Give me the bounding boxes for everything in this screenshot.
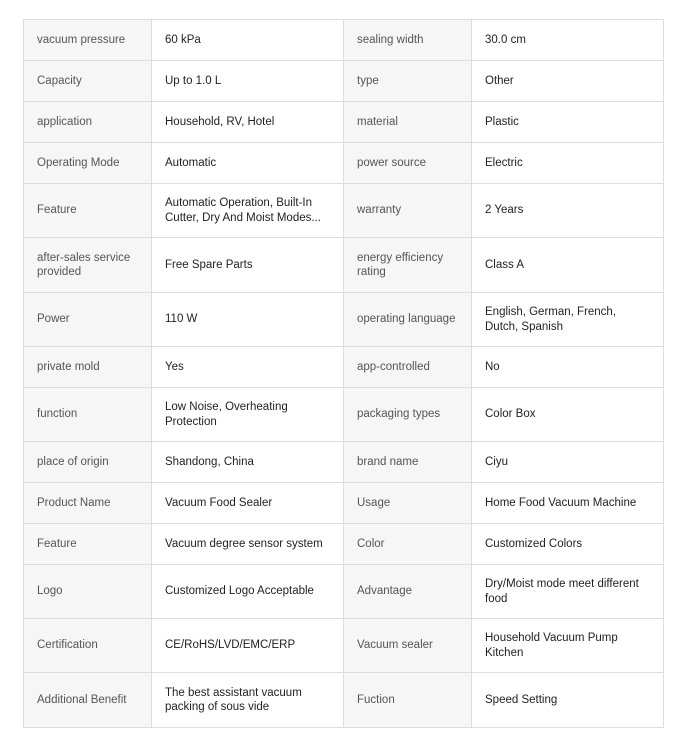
- spec-value: No: [472, 347, 664, 388]
- spec-label: Certification: [24, 619, 152, 673]
- spec-value: [152, 184, 344, 238]
- table-row: [24, 238, 664, 293]
- product-spec-table: [23, 19, 664, 728]
- spec-label: vacuum pressure: [24, 20, 152, 61]
- spec-value: 110 W: [152, 293, 344, 347]
- table-row: [24, 673, 664, 728]
- spec-label: private mold: [24, 347, 152, 388]
- spec-label: Operating Mode: [24, 143, 152, 184]
- table-row: [24, 102, 664, 143]
- spec-label: packaging types: [344, 388, 472, 442]
- spec-value: Class A: [472, 238, 664, 293]
- spec-label: application: [24, 102, 152, 143]
- spec-value: 2 Years: [472, 184, 664, 238]
- spec-label: after-sales service provided: [24, 238, 152, 293]
- spec-label: Usage: [344, 483, 472, 524]
- spec-value: The best assistant vacuum packing of sous vide: [152, 673, 344, 728]
- spec-value: English, German, French, Dutch, Spanish: [472, 293, 664, 347]
- spec-value: 30.0 cm: [472, 20, 664, 61]
- table-row: [24, 565, 664, 619]
- spec-label: Power: [24, 293, 152, 347]
- spec-value: Home Food Vacuum Machine: [472, 483, 664, 524]
- table-row: [24, 143, 664, 184]
- spec-value: Yes: [152, 347, 344, 388]
- spec-label: Feature: [24, 184, 152, 238]
- spec-label: app-controlled: [344, 347, 472, 388]
- table-row: [24, 184, 664, 238]
- spec-value: Speed Setting: [472, 673, 664, 728]
- spec-value: Household Vacuum Pump Kitchen: [472, 619, 664, 673]
- spec-value: 60 kPa: [152, 20, 344, 61]
- spec-value: Dry/Moist mode meet different food: [472, 565, 664, 619]
- table-row: [24, 293, 664, 347]
- spec-label: Advantage: [344, 565, 472, 619]
- spec-label: sealing width: [344, 20, 472, 61]
- table-row: [24, 388, 664, 442]
- spec-label: Color: [344, 524, 472, 565]
- spec-label: warranty: [344, 184, 472, 238]
- spec-label: power source: [344, 143, 472, 184]
- spec-label: Logo: [24, 565, 152, 619]
- spec-value: Ciyu: [472, 442, 664, 483]
- spec-label: brand name: [344, 442, 472, 483]
- spec-label: Additional Benefit: [24, 673, 152, 728]
- table-row: [24, 483, 664, 524]
- spec-label: Vacuum sealer: [344, 619, 472, 673]
- spec-value: Plastic: [472, 102, 664, 143]
- table-row: [24, 347, 664, 388]
- spec-value: Vacuum degree sensor system: [152, 524, 344, 565]
- spec-value: Automatic: [152, 143, 344, 184]
- spec-value: Customized Logo Acceptable: [152, 565, 344, 619]
- spec-value: Electric: [472, 143, 664, 184]
- spec-value: CE/RoHS/LVD/EMC/ERP: [152, 619, 344, 673]
- spec-value: Customized Colors: [472, 524, 664, 565]
- table-row: [24, 524, 664, 565]
- spec-value: Household, RV, Hotel: [152, 102, 344, 143]
- spec-label: Capacity: [24, 61, 152, 102]
- spec-value: Up to 1.0 L: [152, 61, 344, 102]
- spec-value: Low Noise, Overheating Protection: [152, 388, 344, 442]
- table-row: [24, 20, 664, 61]
- spec-label: Fuction: [344, 673, 472, 728]
- spec-label: function: [24, 388, 152, 442]
- spec-value: Color Box: [472, 388, 664, 442]
- spec-label: place of origin: [24, 442, 152, 483]
- spec-value: Shandong, China: [152, 442, 344, 483]
- table-row: [24, 442, 664, 483]
- spec-label: type: [344, 61, 472, 102]
- spec-label: Feature: [24, 524, 152, 565]
- table-row: [24, 61, 664, 102]
- spec-label: operating language: [344, 293, 472, 347]
- spec-value: Free Spare Parts: [152, 238, 344, 293]
- spec-value: Vacuum Food Sealer: [152, 483, 344, 524]
- table-row: [24, 619, 664, 673]
- spec-value-text: Automatic Operation, Built-In Cutter, Dry And Moist Modes...: [165, 197, 321, 224]
- spec-value: Other: [472, 61, 664, 102]
- spec-label: material: [344, 102, 472, 143]
- spec-label: Product Name: [24, 483, 152, 524]
- spec-label: energy efficiency rating: [344, 238, 472, 293]
